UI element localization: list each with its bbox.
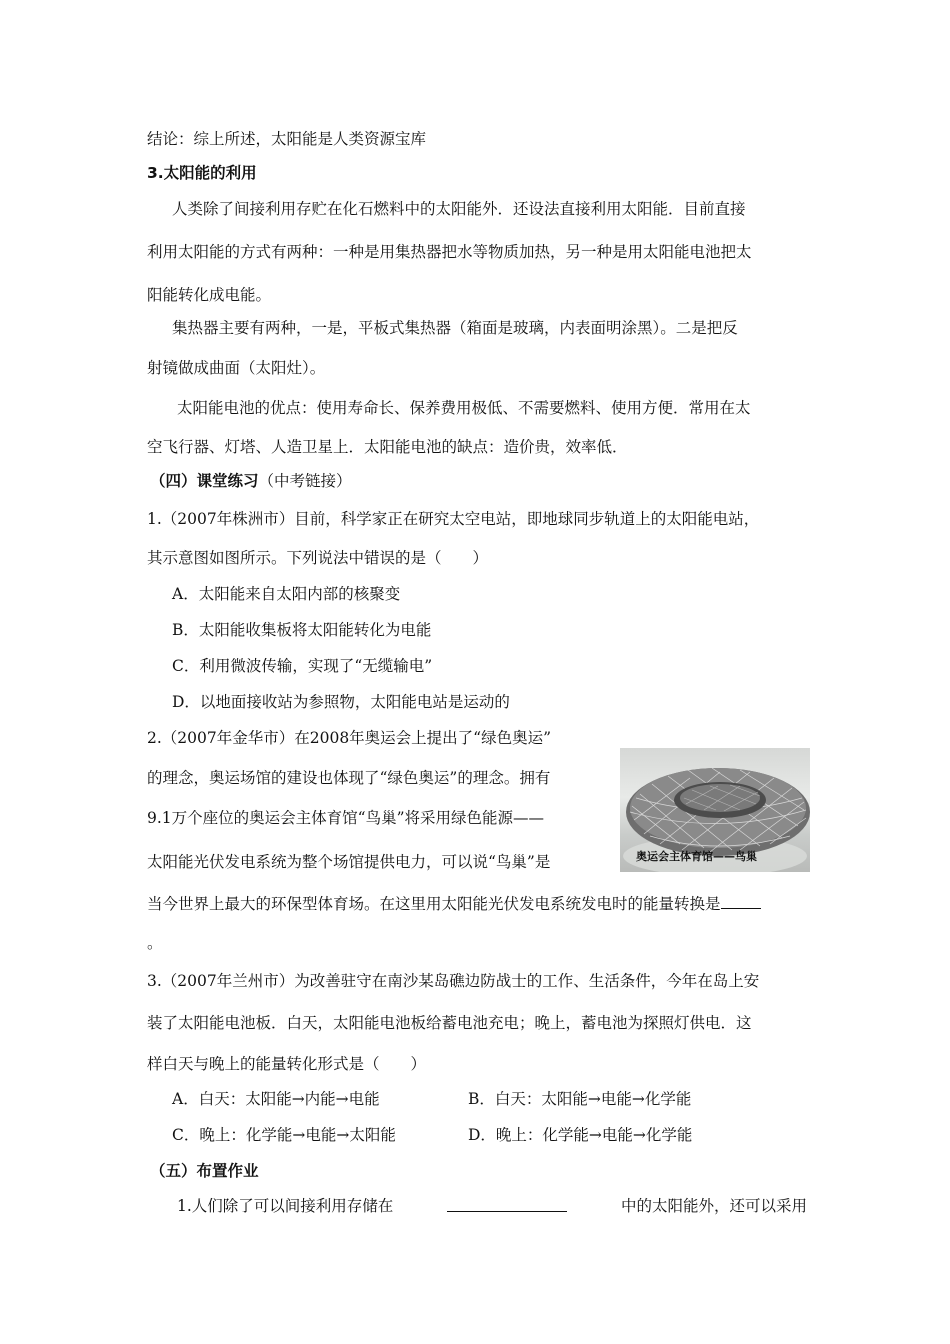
paragraph-line: 阳能转化成电能。 xyxy=(147,286,272,304)
practice-heading-note: （中考链接） xyxy=(258,472,352,490)
answer-blank[interactable] xyxy=(721,892,761,909)
question-2-line: 。 xyxy=(147,934,163,952)
question-3-option-b: B．白天：太阳能→电能→化学能 xyxy=(468,1090,692,1108)
practice-heading xyxy=(150,470,352,492)
answer-blank[interactable] xyxy=(447,1195,567,1212)
question-3-line: 样白天与晚上的能量转化形式是（ ） xyxy=(147,1055,427,1073)
bird-nest-stadium-image xyxy=(620,748,810,872)
homework-heading: （五）布置作业 xyxy=(150,1162,259,1180)
section-heading-solar-use: 3.太阳能的利用 xyxy=(147,164,257,182)
question-3-option-a: A．白天：太阳能→内能→电能 xyxy=(172,1090,380,1108)
question-1-option-d: D．以地面接收站为参照物，太阳能电站是运动的 xyxy=(172,693,510,711)
question-3-line: 装了太阳能电池板．白天，太阳能电池板给蓄电池充电；晚上，蓄电池为探照灯供电．这 xyxy=(147,1014,752,1032)
homework-q1-suffix: 中的太阳能外，还可以采用 xyxy=(620,1197,807,1215)
question-3-option-c: C．晚上：化学能→电能→太阳能 xyxy=(172,1126,396,1144)
question-2-line: 9.1万个座位的奥运会主体育馆“鸟巢”将采用绿色能源—— xyxy=(147,809,544,827)
paragraph-line: 集热器主要有两种，一是，平板式集热器（箱面是玻璃，内表面明涂黑）。二是把反 xyxy=(172,319,738,337)
paragraph-line: 空飞行器、灯塔、人造卫星上．太阳能电池的缺点：造价贵，效率低． xyxy=(147,438,628,456)
question-1-option-a: A．太阳能来自太阳内部的核聚变 xyxy=(172,585,401,603)
question-3-line: 3.（2007年兰州市）为改善驻守在南沙某岛礁边防战士的工作、生活条件，今年在岛上安 xyxy=(147,972,760,990)
question-2-line: 的理念，奥运场馆的建设也体现了“绿色奥运”的理念。拥有 xyxy=(147,769,551,787)
question-1-option-c: C．利用微波传输，实现了“无缆输电” xyxy=(172,657,433,675)
question-1-line: 其示意图如图所示。下列说法中错误的是（ ） xyxy=(147,549,489,567)
question-2-line xyxy=(147,892,761,915)
conclusion-line: 结论：综上所述，太阳能是人类资源宝库 xyxy=(147,130,427,148)
paragraph-line: 人类除了间接利用存贮在化石燃料中的太阳能外．还设法直接利用太阳能．目前直接 xyxy=(172,200,746,218)
homework-q1-prefix: 1.人们除了可以间接利用存储在 xyxy=(177,1197,394,1215)
question-3-option-d: D．晚上：化学能→电能→化学能 xyxy=(468,1126,693,1144)
question-1-option-b: B．太阳能收集板将太阳能转化为电能 xyxy=(172,621,432,639)
paragraph-line: 太阳能电池的优点：使用寿命长、保养费用极低、不需要燃料、使用方便．常用在太 xyxy=(177,399,751,417)
image-caption: 奥运会主体育馆——鸟巢 xyxy=(636,850,757,863)
paragraph-line: 利用太阳能的方式有两种：一种是用集热器把水等物质加热，另一种是用太阳能电池把太 xyxy=(147,243,752,261)
paragraph-line: 射镜做成曲面（太阳灶）。 xyxy=(147,359,326,377)
practice-heading-title: （四）课堂练习 xyxy=(150,472,259,490)
question-2-line: 2.（2007年金华市）在2008年奥运会上提出了“绿色奥运” xyxy=(147,729,552,747)
question-2-text: 当今世界上最大的环保型体育场。在这里用太阳能光伏发电系统发电时的能量转换是 xyxy=(147,895,721,913)
homework-question-1 xyxy=(177,1195,807,1217)
question-2-line: 太阳能光伏发电系统为整个场馆提供电力，可以说“鸟巢”是 xyxy=(147,853,551,871)
question-1-line: 1.（2007年株洲市）目前，科学家正在研究太空电站，即地球同步轨道上的太阳能电站， xyxy=(147,510,760,528)
